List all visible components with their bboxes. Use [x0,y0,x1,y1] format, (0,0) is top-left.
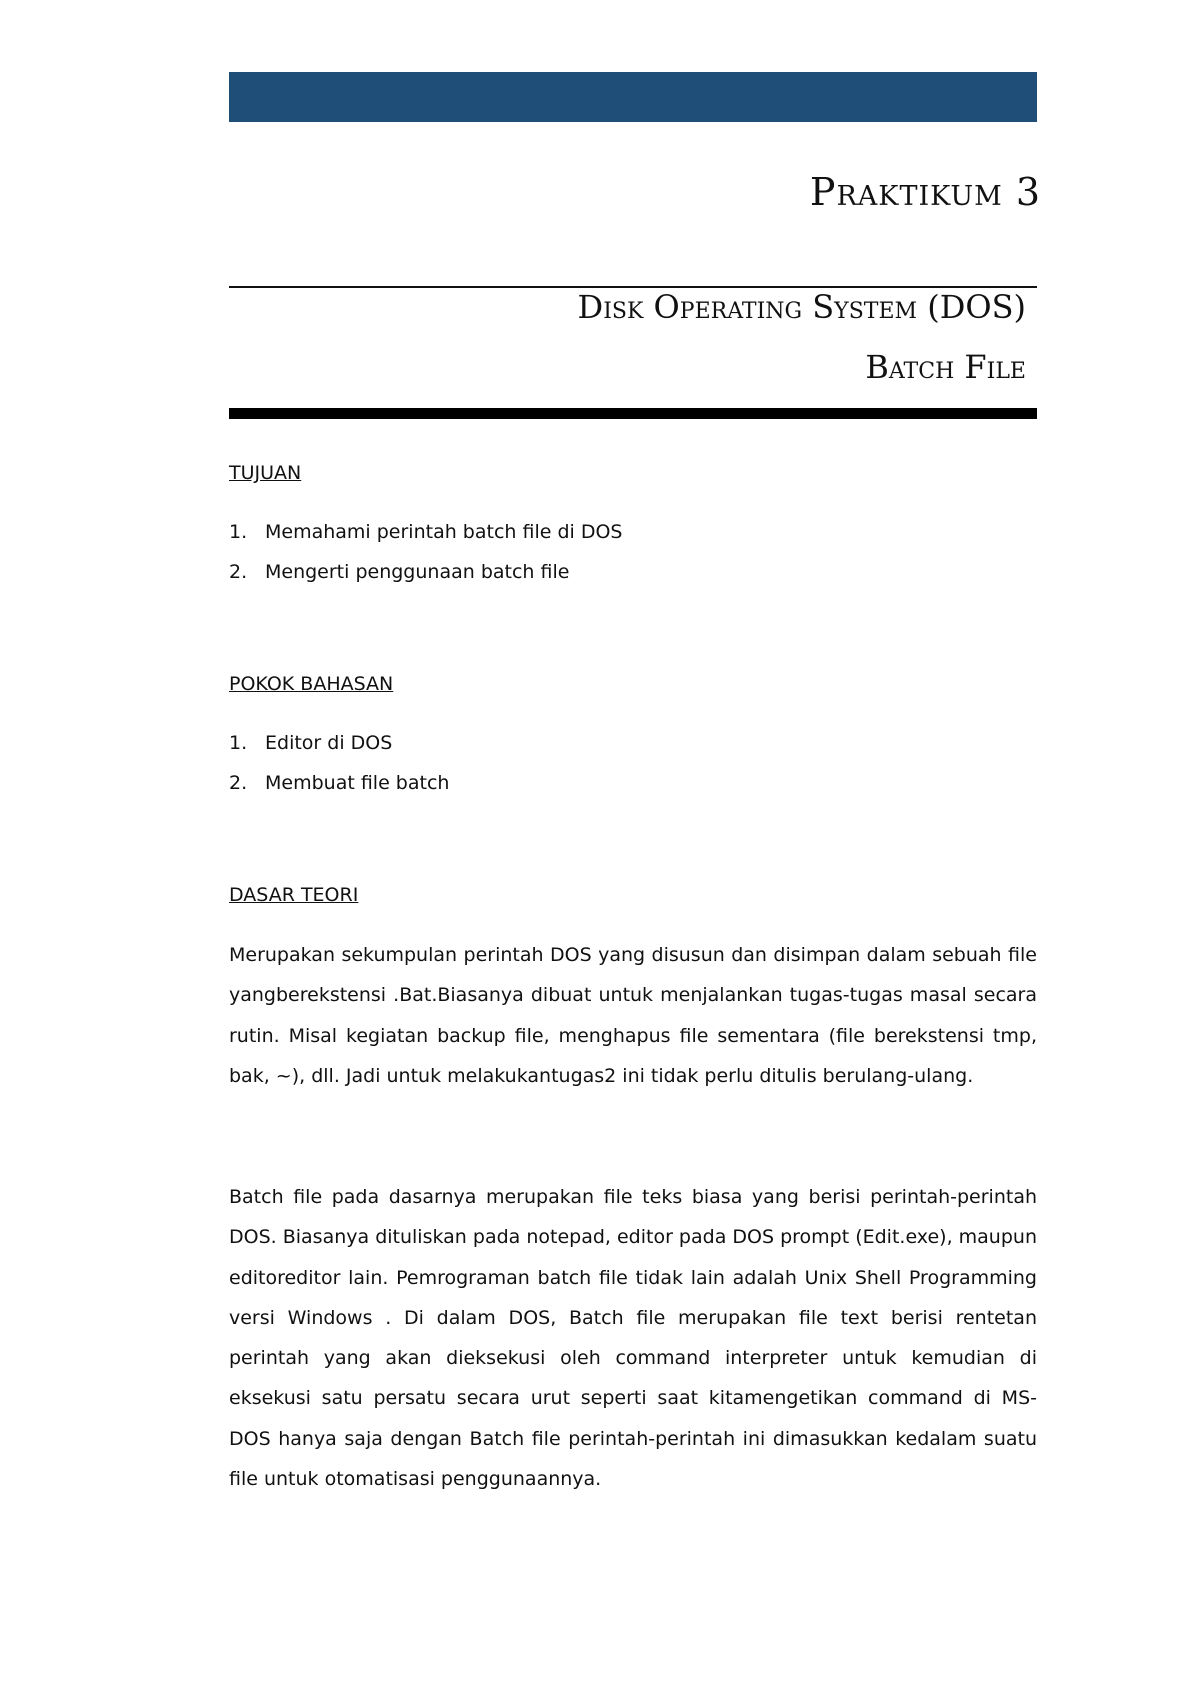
tujuan-list [229,516,622,596]
list-item-number: 1. [229,521,248,543]
pokok-bahasan-list [229,727,449,807]
list-item [229,516,622,556]
list-item-text: Membuat file batch [265,772,450,794]
list-item-number: 2. [229,772,248,794]
header-color-bar [229,72,1037,122]
list-item-text: Memahami perintah batch file di DOS [265,521,623,543]
subtitle-line-2: Batch File [865,348,1026,386]
subtitle-line-1: Disk Operating System (DOS) [577,288,1026,326]
dasar-teori-paragraph-1: Merupakan sekumpulan perintah DOS yang disusun dan disimpan dalam sebuah file yangberekstensi .Bat.Biasanya dibuat untuk menjalankan tugas-tugas masal secara rutin. Misal kegiatan backup file, menghapus file sementara (file berekstensi tmp, bak, ~), dll. Jadi untuk melakukantugas2 ini tidak perlu ditulis berulang-ulang. [229,944,1037,1087]
dasar-teori-heading: DASAR TEORI [229,884,359,906]
section-divider [229,408,1037,419]
tujuan-heading: TUJUAN [229,462,302,484]
list-item-number: 2. [229,561,248,583]
list-item-text: Mengerti penggunaan batch file [265,561,570,583]
list-item-text: Editor di DOS [265,732,393,754]
list-item [229,727,449,767]
pokok-bahasan-heading: POKOK BAHASAN [229,673,394,695]
practicum-title: Praktikum 3 [809,170,1041,214]
dasar-teori-paragraph-2: Batch file pada dasarnya merupakan file teks biasa yang berisi perintah-perintah DOS. Biasanya dituliskan pada notepad, editor pada DOS prompt (Edit.exe), maupun editoreditor lain. Pemrograman batch file tidak lain adalah Unix Shell Programming versi Windows . Di dalam DOS, Batch file merupakan file text berisi rentetan perintah yang akan dieksekusi oleh command interpreter untuk kemudian di eksekusi satu persatu secara urut seperti saat kitamengetikan command di MS- DOS hanya saja dengan Batch file perintah-perintah ini dimasukkan kedalam suatu file untuk otomatisasi penggunaannya. [229,1186,1037,1491]
list-item [229,767,449,807]
list-item [229,556,622,596]
list-item-number: 1. [229,732,248,754]
